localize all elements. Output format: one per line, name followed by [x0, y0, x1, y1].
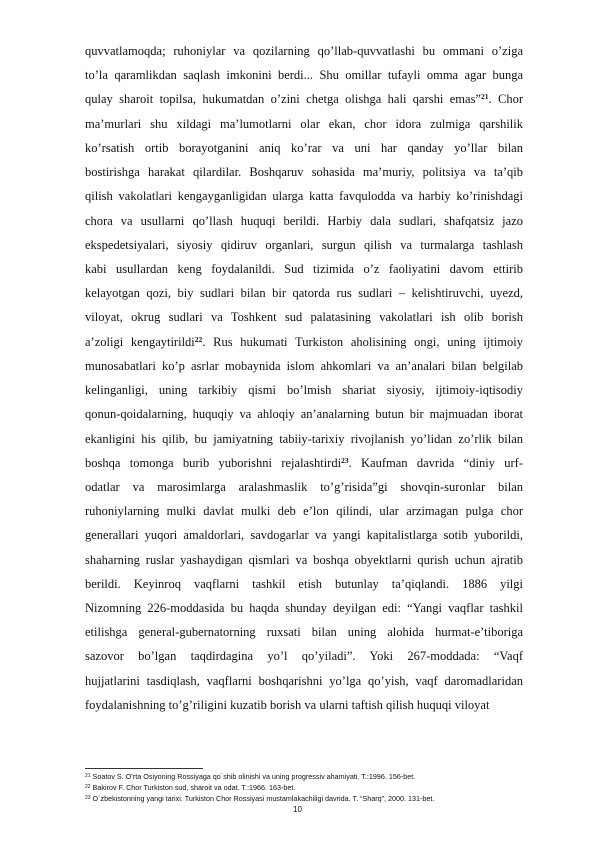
- line-text: sazovor bo’lgan taqdirdagina yo’l qo’yiladi”. Yoki 267-moddada: “Vaqf: [85, 649, 523, 664]
- line-text: ma’murlari shu xildagi ma’lumotlarni olar ekan, chor idora zulmiga qarshilik: [85, 116, 523, 131]
- line-text: . Chor: [488, 92, 524, 107]
- line-text: etilishga general-gubernatorning ruxsati bilan uning alohida hurmat-e’tiboriga: [85, 625, 523, 640]
- text-line: [85, 378, 523, 402]
- text-line: [85, 281, 523, 305]
- footnote-number: 22: [85, 784, 91, 790]
- text-line: [85, 87, 523, 111]
- line-text: qonun-qoidalarning, huquqiy va ahloqiy an’analarning butun bir majmuadan iborat: [85, 407, 523, 422]
- footnote-separator: [85, 768, 203, 769]
- text-line: [85, 475, 523, 499]
- footnote-ref[interactable]: 22: [194, 334, 203, 344]
- text-line: [85, 669, 523, 693]
- text-line: [85, 693, 523, 717]
- footnote-number: 21: [85, 773, 91, 779]
- footnote-text: Soatov S. O’rta Osiyoning Rossiyaga qo`shib olinishi va uning progressiv ahamiyati. T.:1996. 156-bet.: [90, 772, 416, 781]
- line-text: Nizomning 226-moddasida bu haqda shunday deyilgan edi: “Yangi vaqflar tashkil: [85, 601, 523, 616]
- line-text: foydalanishning to’g’riligini kuzatib borish va ularni taftish qilish huquqi viloyat: [85, 697, 490, 712]
- footnote: [85, 782, 525, 793]
- text-line: [85, 620, 523, 644]
- footnote: [85, 771, 525, 782]
- text-line: [85, 160, 523, 184]
- line-text: berildi. Keyinroq vaqflarni tashkil etish butunlay ta’qiqlandi. 1886 yilgi: [85, 576, 523, 591]
- text-line: [85, 644, 523, 668]
- text-line: [85, 305, 523, 329]
- footnote: [85, 793, 525, 804]
- text-line: [85, 233, 523, 257]
- line-text: ruhoniylarning mulki davlat mulki deb e’lon qilindi, ular arzimagan pulga chor: [85, 504, 523, 519]
- line-text: qulay sharoit topilsa, hukumatdan o’zini chetga olishga hali qarshi emas”: [85, 92, 481, 107]
- line-text: . Rus hukumati Turkiston aholisining ongi, uning ijtimoiy: [202, 334, 523, 349]
- text-line: [85, 136, 523, 160]
- line-text: bostirishga harakat qilardilar. Boshqaruv sohasida ma’muriy, politsiya va ta’qib: [85, 165, 523, 180]
- line-text: hujjatlarini tasdiqlash, vaqflarni boshqarishni yo’lga qo’yish, vaqf daromadlaridan: [85, 673, 523, 688]
- text-line: [85, 572, 523, 596]
- line-text: a’zoligi kengaytirildi: [85, 334, 195, 349]
- line-text: ekanligini his qilib, bu jamiyatning tabiiy-tarixiy rivojlanish yo’lidan zo’rlik bilan: [85, 431, 523, 446]
- page-number: 10: [293, 805, 302, 814]
- text-line: [85, 330, 523, 354]
- text-line: [85, 548, 523, 572]
- text-line: [85, 184, 523, 208]
- line-text: . Kaufman davrida “diniy urf-: [348, 455, 523, 470]
- line-text: generallari yuqori amaldorlari, savdogarlar va yangi kapitalistlarga sotib yuborildi,: [85, 528, 523, 543]
- line-text: chora va usullarni qo’llash huquqi berildi. Harbiy dala sudlari, shafqatsiz jazo: [85, 213, 523, 228]
- text-line: [85, 354, 523, 378]
- footnotes: [85, 771, 525, 804]
- line-text: qilish vakolatlari kengayganligidan ularga katta favqulodda va harbiy ko’rinishdagi: [85, 189, 523, 204]
- text-line: [85, 112, 523, 136]
- line-text: viloyat, okrug sudlari va Toshkent sud palatasining vakolatlari ish olib borish: [85, 310, 523, 325]
- line-text: shaharning ruslar yashaydigan qismlari va boshqa obyektlarni qurish uchun ajratib: [85, 552, 523, 567]
- footnote-ref[interactable]: 23: [341, 455, 349, 465]
- line-text: boshqa tomonga burib yuborishni rejalashtirdi: [85, 455, 342, 470]
- footnote-number: 23: [85, 795, 91, 801]
- line-text: quvvatlamoqda; ruhoniylar va qozilarning qo’llab-quvvatlashi bu ommani o’ziga: [85, 44, 523, 58]
- line-text: ko’rsatish ortib borayotganini aniq ko’rar va uni har qanday yo’llar bilan: [85, 140, 523, 155]
- line-text: kabi usullardan keng foydalanildi. Sud tizimida o’z faoliyatini davom ettirib: [85, 261, 523, 276]
- text-line: [85, 451, 523, 475]
- footnote-text: O`zbekistonning yangi tarixi. Turkiston Chor Rossiyasi mustamlakachiligi davrida. T. “Sharq”, 2000. 131-bet.: [90, 794, 435, 803]
- text-line: [85, 63, 523, 87]
- text-line: [85, 257, 523, 281]
- line-text: to’la qaramlikdan saqlash imkonini berdi... Shu omillar tufayli omma agar bunga: [85, 68, 523, 83]
- text-line: [85, 209, 523, 233]
- line-text: ekspedetsiyalari, siyosiy qidiruv organlari, surgun qilish va turmalarga tashlash: [85, 237, 523, 252]
- footnote-text: Bakirov F. Chor Turkiston sud, sharoit va odat. T.:1966. 163-bet.: [90, 783, 296, 792]
- line-text: odatlar va marosimlarga aralashmaslik to’g’risida”gi shovqin-suronlar bilan: [85, 479, 523, 494]
- text-line: [85, 596, 523, 620]
- text-line: [85, 523, 523, 547]
- line-text: munosabatlari ko’p asrlar mobaynida islom ahkomlari va an’analari bilan belgilab: [85, 358, 523, 373]
- line-text: kelinganligi, uning tarkibiy qismi bo’lmish shariat siyosiy, ijtimoiy-iqtisodiy: [85, 383, 523, 398]
- text-line: [85, 39, 523, 63]
- footnote-ref[interactable]: 21: [480, 92, 489, 102]
- line-text: kelayotgan qozi, biy sudlari bilan bir qatorda rus sudlari – kelishtiruvchi, uyezd,: [85, 286, 523, 301]
- text-line: [85, 499, 523, 523]
- body-text: [85, 39, 523, 717]
- text-line: [85, 402, 523, 426]
- text-line: [85, 427, 523, 451]
